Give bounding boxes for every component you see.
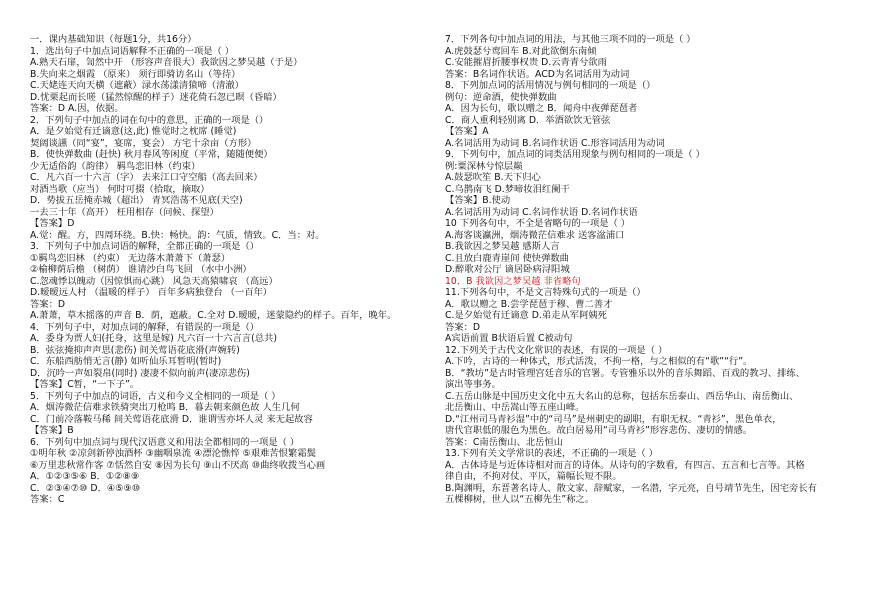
text-line: A.萧萧，草木摇落的声音 B．荫，遮蔽。C.全对 D.暧暧，迷蒙隐约的样子。百年，晚年。 [30, 310, 397, 321]
text-line: 一．课内基础知识（每题1分，共16分） [30, 34, 197, 45]
text-line: ②榆柳荫后檐 （树荫） 谁请沙白鸟飞回 （水中小洲） [30, 264, 252, 275]
text-line: 对酒当歌（应当） 何时可掇（拾取，摘取） [30, 183, 210, 195]
text-line: A.名词活用为动词 B.名词作状语 C.形容词活用为动词 [445, 137, 665, 149]
text-line: C.且放白鹿青崖间 使快弹数曲 [445, 252, 569, 264]
text-line: D.忧栗起而长嗟（猛然惊醒的样子）迷花倚石忽已暝（昏暗） [30, 91, 282, 103]
text-line: 例:粟深林兮惊层巅 [445, 160, 523, 172]
text-line: D．沉吟一声如裂帛(同时) 凄凄不似向前声(凄凉悲伤) [30, 367, 250, 379]
text-line: 10．B 我欲因之梦吴越 非省略句 [445, 275, 581, 287]
text-line: C．②③④⑦⑩ D．④⑤⑨⑩ [30, 482, 141, 494]
text-line: B．弦弦掩抑声声思(悲伤) 间关莺语花底滑(声婉转) [30, 344, 240, 356]
text-line: ①明年秋 ②凉剑新停浊酒杯 ③幽咽泉流 ④漂沦憔悴 ⑤艰难苦恨繁霜鬓 [30, 448, 316, 459]
text-line: A．是夕始觉有迁谪意(这,此) 惟觉时之枕席 (睡觉) [30, 126, 237, 137]
text-line: C．凡六百一十六言（字） 去来江口守空船（高去回来） [30, 172, 263, 183]
text-line: 8．下列加点词的活用情况与例句相同的一项是（） [445, 80, 656, 91]
text-line: 2．下列句子中加点的词在句中的意思，正确的一项是（） [30, 114, 269, 126]
text-line: 演出等事务。 [445, 379, 501, 390]
text-line: A.虎鼓瑟兮鸾回车 B.对此欲倒东南倾 [445, 45, 597, 57]
text-line: 12.下列关于古代文化常识的表述，有误的一项是（ ） [445, 344, 668, 356]
text-line: 7．下列各句中加点词的用法，与其他三项不同的一项是（ ） [445, 34, 696, 45]
text-line: C.是夕始觉有迁谪意 D.弟走从军阿姨死 [445, 310, 607, 321]
text-line: 10 下列各句中，不全是省略句的一项是（ ） [445, 218, 631, 229]
text-line: A．①②③⑤⑥ B．①②⑧⑨ [30, 471, 140, 482]
text-line: ⑥万里悲秋常作客 ⑦恬然自安 ⑧因为长句 ⑨山不厌高 ⑩曲终收拨当心画 [30, 459, 326, 471]
text-line: 唐代官职低的服色为黑色。故白居易用“司马青衫”形容悲伤、凄切的情感。 [445, 425, 753, 436]
text-line: 答案：D [445, 321, 481, 333]
text-line: A.名词活用为动词 C.名词作状语 D.名词作状语 [445, 206, 638, 218]
right-column [445, 34, 845, 506]
text-line: 【答案】A [445, 126, 489, 137]
text-line: 3．下列句子中加点词语的解释，全都正确的一项是（） [30, 241, 260, 252]
text-line: C．东船西舫悄无言(静) 如听仙乐耳暂明(暂时) [30, 356, 222, 367]
text-line: 答案：D A.因，依据。 [30, 103, 124, 114]
text-line: C.乌鹊南飞 D.梦啼妆泪红阑干 [445, 183, 570, 195]
text-line: 答案：B名词作状语。ACD为名词活用为动词 [445, 68, 630, 80]
text-line: A宾语前置 B状语后置 C被动句 [445, 333, 573, 344]
text-line: D.“江州司马青衫湿”中的“司马”是州刺史的副职，有职无权。“青衫”，黑色单衣， [445, 413, 782, 425]
text-line: 【答案】B.使动 [445, 195, 511, 206]
text-line: 【答案】C暂，“一下子”。 [30, 379, 140, 390]
text-line: A.下吟，古诗的一种体式，形式活泼，不拘一格，与之相似的有“歌”“行”。 [445, 356, 753, 367]
text-line: 答案：C南岳衡山、北岳恒山 [445, 436, 564, 448]
text-line: B.失向来之烟霞 （原来） 须行即骑访名山（等待） [30, 68, 241, 80]
text-line: B.陶渊明，东晋著名诗人、散文家、辞赋家，一名潜，字元亮，自号靖节先生，因宅旁长有 [445, 482, 817, 494]
text-line: 11.下列各句中，不是文言特殊句式的一项是（） [445, 287, 646, 298]
left-column [30, 34, 430, 506]
text-line: 五棵柳树，世人以“五柳先生”称之。 [445, 494, 595, 505]
text-line: 契阔谈讌（同“宴”，宴席，宴会） 方宅十余亩（方形） [30, 137, 257, 149]
text-line: D.暧暧远人村 （温暖的样子） 百年多病独登台 （一百年） [30, 287, 273, 298]
text-line: 少无适俗韵（韵律） 羁鸟恋旧林（约束） [30, 160, 201, 172]
text-line: D.醉歌对公厅 谪居卧病浔阳城 [445, 264, 570, 275]
text-line: C.忽魂悸以魄动（因惊惧而心跳） 风急天高猿啸哀 （高远） [30, 275, 278, 287]
text-line: A．委身为贾人妇(托身，这里是嫁) 凡六百一十六言言(总共) [30, 333, 277, 344]
text-line: 5．下列句子中加点的词语，古义和今义全相同的一项是（ ） [30, 390, 281, 402]
text-line: D．势拔五岳掩赤城（超出） 青冥浩荡不见底(天空) [30, 195, 243, 206]
text-line: 一去三十年（高开） 枉用相存（问候、探望） [30, 206, 219, 218]
text-line: C．门前冷落鞍马稀 间关莺语花底滑 D．谁谓雪亦坏人灵 来无起故容 [30, 413, 313, 425]
text-line: C．商人重利轻别离 D．举酒欲饮无管弦 [445, 114, 611, 126]
text-line: A．烟涛微茫信难求铁骑突出刀枪鸣 B．暮去朝来颜色故 人生几何 [30, 402, 300, 413]
text-line: 9．下列句中，加点词的词类活用现象与例句相同的一项是（ ） [445, 149, 705, 160]
text-line: 6．下列句中加点词与现代汉语意义和用法全都相同的一项是（ ） [30, 436, 300, 448]
text-line: C.安能摧眉折腰事权贵 D.云青青兮欲雨 [445, 57, 607, 68]
text-line: A．歌以赠之 B.尝学琵琶于穆、曹二善才 [445, 298, 613, 310]
text-line: 例句：逆命酒，使快弹数曲 [445, 91, 557, 103]
text-line: 律自由，不拘对仗、平仄，篇幅长短不限。 [445, 471, 622, 482]
text-line: 1．选出句子中加点词语解释不正确的一项是（ ） [30, 45, 235, 57]
text-line: 【答案】B [30, 425, 74, 436]
text-line: 13.下列有关文学常识的表述，不正确的一项是（ ） [445, 448, 658, 459]
text-line: C.五岳山脉是中国历史文化中五大名山的总称，包括东岳泰山、西岳华山、南岳衡山、 [445, 390, 799, 402]
text-line: A．古体诗是与近体诗相对而言的诗体。从诗句的字数看，有四言、五言和七言等。其格 [445, 459, 805, 471]
text-line: A.鼓瑟吹笙 B.天下归心 [445, 172, 541, 183]
text-line: A.觉：醒。方，四周环绕。B.快：畅快。韵：气质，情致。C．当：对。 [30, 229, 325, 241]
text-line: B．“教坊”是古时管理宫廷音乐的官署。专管雅乐以外的音乐舞蹈、百戏的教习、排练、 [445, 367, 805, 379]
text-line: A．因为长句，歌以赠之 B．闻舟中夜弹琵琶者 [445, 103, 638, 114]
text-line: ①羁鸟恋旧林 （约束） 无边落木萧萧下（萧瑟） [30, 252, 231, 264]
text-line: B．使快弹数曲 (赶快) 秋月春风等闲度（平常，随随便便） [30, 149, 273, 160]
text-line: 答案：D [30, 298, 66, 310]
text-line: A.熟天石扉，訇然中开 （形容声音很大）我欲因之梦吴越（于是） [30, 57, 303, 68]
text-line: 北岳衡山、中岳嵩山等五座山峰。 [445, 402, 585, 413]
text-line: B.我欲因之梦吴越 感斯人言 [445, 241, 560, 252]
text-line: C.天姥连天向天横（遮蔽）渌水荡漾清猿啼（清澈） [30, 80, 244, 91]
text-line: 答案：C [30, 494, 65, 505]
text-line: A.海客谈瀛洲，烟涛微茫信难求 送客湓浦口 [445, 229, 625, 241]
text-line: 4．下列句子中，对加点词的解释，有错误的一项是（） [30, 321, 260, 333]
text-line: 【答案】D [30, 218, 75, 229]
